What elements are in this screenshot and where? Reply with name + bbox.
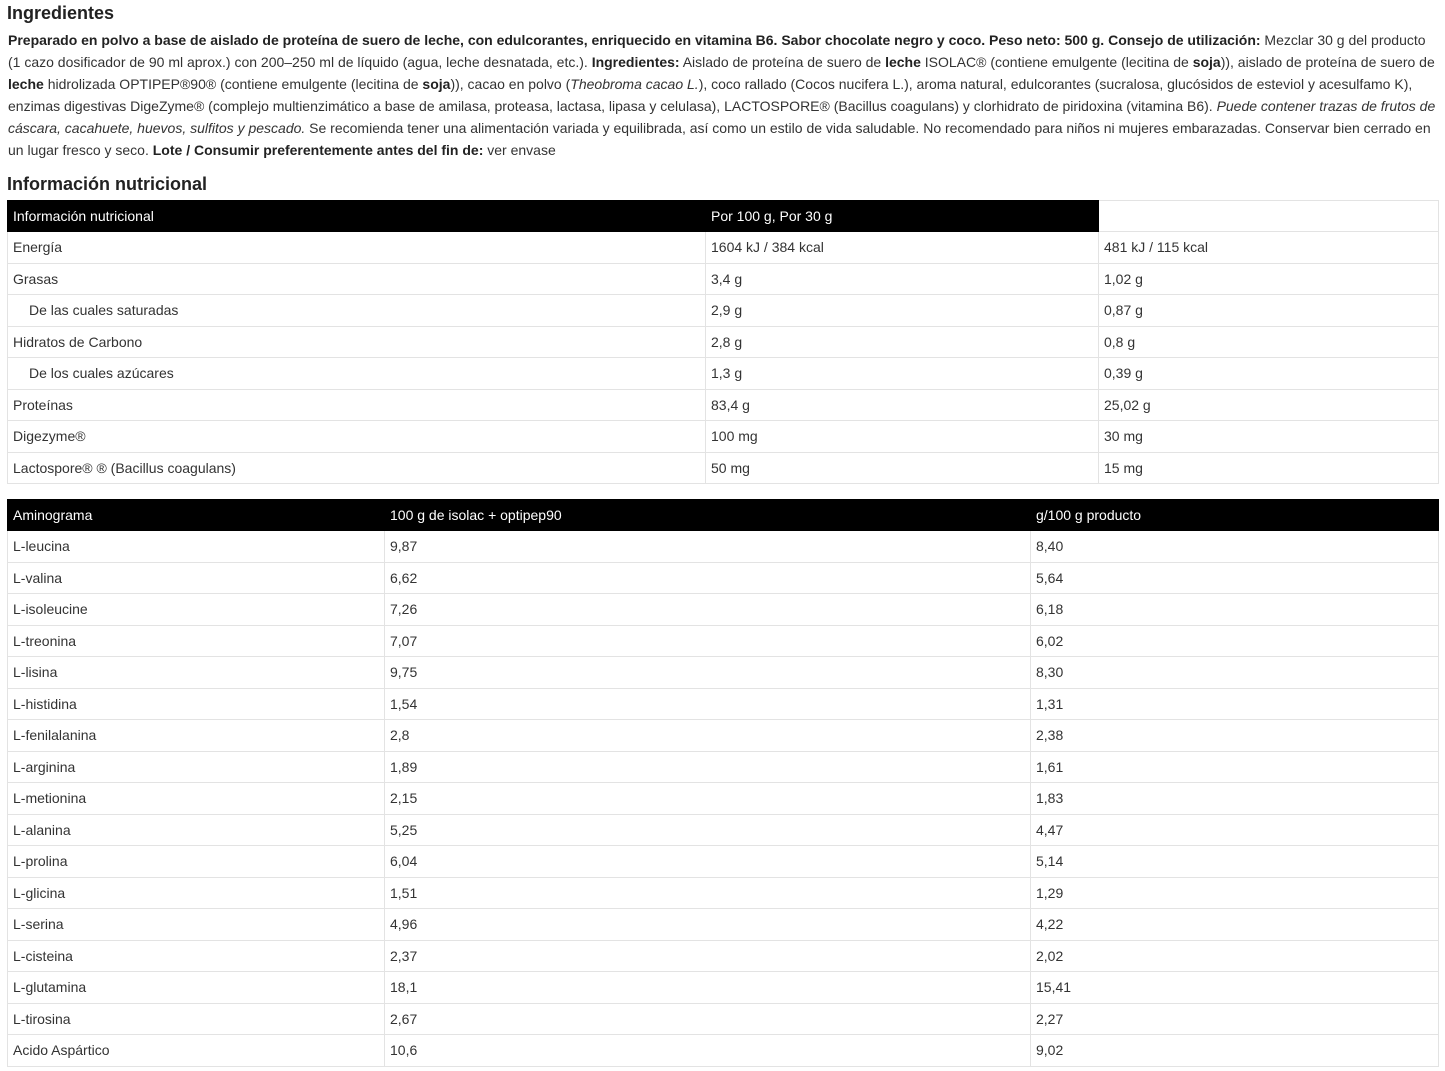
aminogram-header-row [8,500,1439,531]
nutrition-title: Información nutricional [7,174,208,194]
table-row [8,326,1439,358]
nutrient-value-100g: 1,3 g [706,358,1099,390]
table-row [8,751,1439,783]
table-row [8,1003,1439,1035]
amino-acid-name: L-tirosina [8,1003,385,1035]
nutrient-name: Proteínas [8,389,706,421]
product-summary: Preparado en polvo a base de aislado de proteína de suero de leche, con edulcorantes, enriquecido en vitamina B6. Sabor chocolate negro y coco. Peso neto: 500 g. Consejo de utilización: [8,32,1261,48]
amino-value-product: 5,64 [1031,562,1439,594]
amino-value-product: 1,61 [1031,751,1439,783]
amino-acid-name: Acido Aspártico [8,1035,385,1067]
nutrient-value-30g: 0,8 g [1099,326,1439,358]
amino-value-isolac: 4,96 [385,909,1031,941]
ingredients-description: Preparado en polvo a base de aislado de proteína de suero de leche, con edulcorantes, enriquecido en vitamina B6. Sabor chocolate negro y coco. Peso neto: 500 g. Consejo de utilización: Mezclar 30 g del producto (1 cazo dosificador de 90 ml aprox.) con 200–250 ml de líquido (agua, leche desnatada, etc.). Ingredientes: Aislado de proteína de suero de leche ISOLAC® (contiene emulgente (lecitina de soja)), aislado de proteína de suero de leche hidrolizada OPTIPEP®90® (contiene emulgente (lecitina de soja)), cacao en polvo (Theobroma cacao L.), coco rallado (Cocos nucifera L.), aroma natural, edulcorantes (sucralosa, glucósidos de esteviol y acesulfamo K), enzimas digestivas DigeZyme® (complejo multienzimático a base de amilasa, proteasa, lactasa, lipasa y celulasa), LACTOSPORE® (Bacillus coagulans) y clorhidrato de piridoxina (vitamina B6). Puede contener trazas de frutos de cáscara, cacahuete, huevos, sulfitos y pescado. Se recomienda tener una alimentación variada y equilibrada, así como un estilo de vida saludable. No recomendado para niños ni mujeres embarazadas. Conservar bien cerrado en un lugar fresco y seco. Lote / Consumir preferentemente antes del fin de: ver envase [8,32,1436,158]
aminogram-header-name: Aminograma [8,500,385,531]
nutrient-name: De las cuales saturadas [8,295,706,327]
amino-acid-name: L-leucina [8,531,385,563]
amino-value-product: 2,02 [1031,940,1439,972]
amino-value-product: 9,02 [1031,1035,1439,1067]
amino-value-isolac: 5,25 [385,814,1031,846]
amino-value-isolac: 9,87 [385,531,1031,563]
amino-value-isolac: 2,8 [385,720,1031,752]
table-row [8,783,1439,815]
nutrient-value-30g: 0,39 g [1099,358,1439,390]
amino-value-product: 8,40 [1031,531,1439,563]
nutrient-value-30g: 15 mg [1099,452,1439,484]
table-row [8,562,1439,594]
nutrition-header-row [8,201,1439,232]
table-row [8,295,1439,327]
amino-value-product: 1,83 [1031,783,1439,815]
amino-acid-name: L-serina [8,909,385,941]
amino-value-isolac: 6,62 [385,562,1031,594]
amino-acid-name: L-metionina [8,783,385,815]
amino-value-isolac: 7,26 [385,594,1031,626]
ingredients-title: Ingredientes [7,3,115,23]
lot-label: Lote / Consumir preferentemente antes del fin de: [152,142,484,158]
amino-value-product: 1,29 [1031,877,1439,909]
nutrition-header-values: Por 100 g, Por 30 g [706,201,1099,232]
nutrient-value-100g: 100 mg [706,421,1099,453]
aminogram-header-product: g/100 g producto [1031,500,1439,531]
amino-value-isolac: 10,6 [385,1035,1031,1067]
nutrient-value-30g: 25,02 g [1099,389,1439,421]
allergen-warning: Puede contener trazas de frutos de cáscara, cacahuete, huevos, sulfitos y pescado. [8,98,1436,136]
amino-acid-name: L-cisteina [8,940,385,972]
table-row [8,877,1439,909]
amino-acid-name: L-arginina [8,751,385,783]
amino-value-isolac: 2,67 [385,1003,1031,1035]
table-row [8,940,1439,972]
table-row [8,421,1439,453]
nutrition-header-name: Información nutricional [8,201,706,232]
table-row [8,972,1439,1004]
amino-value-product: 6,02 [1031,625,1439,657]
amino-acid-name: L-histidina [8,688,385,720]
nutrient-value-30g: 1,02 g [1099,263,1439,295]
table-row [8,452,1439,484]
amino-value-isolac: 2,37 [385,940,1031,972]
nutrition-table [7,200,1439,484]
nutrient-value-30g: 481 kJ / 115 kcal [1099,232,1439,264]
nutrient-value-100g: 1604 kJ / 384 kcal [706,232,1099,264]
nutrient-value-100g: 3,4 g [706,263,1099,295]
amino-value-isolac: 1,54 [385,688,1031,720]
nutrient-name: Grasas [8,263,706,295]
aminogram-table [7,499,1439,1067]
amino-value-product: 2,38 [1031,720,1439,752]
amino-value-isolac: 7,07 [385,625,1031,657]
table-row [8,358,1439,390]
amino-value-product: 6,18 [1031,594,1439,626]
amino-acid-name: L-fenilalanina [8,720,385,752]
table-row [8,263,1439,295]
nutrient-value-100g: 2,8 g [706,326,1099,358]
amino-value-product: 2,27 [1031,1003,1439,1035]
amino-value-isolac: 18,1 [385,972,1031,1004]
amino-acid-name: L-isoleucine [8,594,385,626]
amino-acid-name: L-valina [8,562,385,594]
nutrition-header-empty [1099,201,1439,232]
amino-acid-name: L-glicina [8,877,385,909]
amino-value-product: 4,22 [1031,909,1439,941]
table-row [8,232,1439,264]
nutrient-name: Lactospore® ® (Bacillus coagulans) [8,452,706,484]
amino-acid-name: L-glutamina [8,972,385,1004]
table-row [8,909,1439,941]
nutrient-value-100g: 2,9 g [706,295,1099,327]
table-row [8,846,1439,878]
amino-acid-name: L-prolina [8,846,385,878]
nutrient-value-30g: 0,87 g [1099,295,1439,327]
table-row [8,531,1439,563]
table-row [8,1035,1439,1067]
amino-value-isolac: 1,89 [385,751,1031,783]
nutrient-name: Energía [8,232,706,264]
nutrient-name: Hidratos de Carbono [8,326,706,358]
table-row [8,625,1439,657]
table-row [8,657,1439,689]
table-row [8,594,1439,626]
aminogram-header-isolac: 100 g de isolac + optipep90 [385,500,1031,531]
table-row [8,814,1439,846]
nutrient-name: De los cuales azúcares [8,358,706,390]
amino-value-product: 8,30 [1031,657,1439,689]
amino-value-product: 5,14 [1031,846,1439,878]
amino-acid-name: L-treonina [8,625,385,657]
amino-value-isolac: 9,75 [385,657,1031,689]
table-row [8,720,1439,752]
amino-value-isolac: 6,04 [385,846,1031,878]
nutrient-name: Digezyme® [8,421,706,453]
amino-acid-name: L-lisina [8,657,385,689]
nutrient-value-30g: 30 mg [1099,421,1439,453]
amino-value-isolac: 1,51 [385,877,1031,909]
amino-value-product: 15,41 [1031,972,1439,1004]
amino-value-product: 4,47 [1031,814,1439,846]
amino-value-product: 1,31 [1031,688,1439,720]
nutrient-value-100g: 83,4 g [706,389,1099,421]
table-row [8,389,1439,421]
nutrient-value-100g: 50 mg [706,452,1099,484]
table-row [8,688,1439,720]
amino-acid-name: L-alanina [8,814,385,846]
amino-value-isolac: 2,15 [385,783,1031,815]
